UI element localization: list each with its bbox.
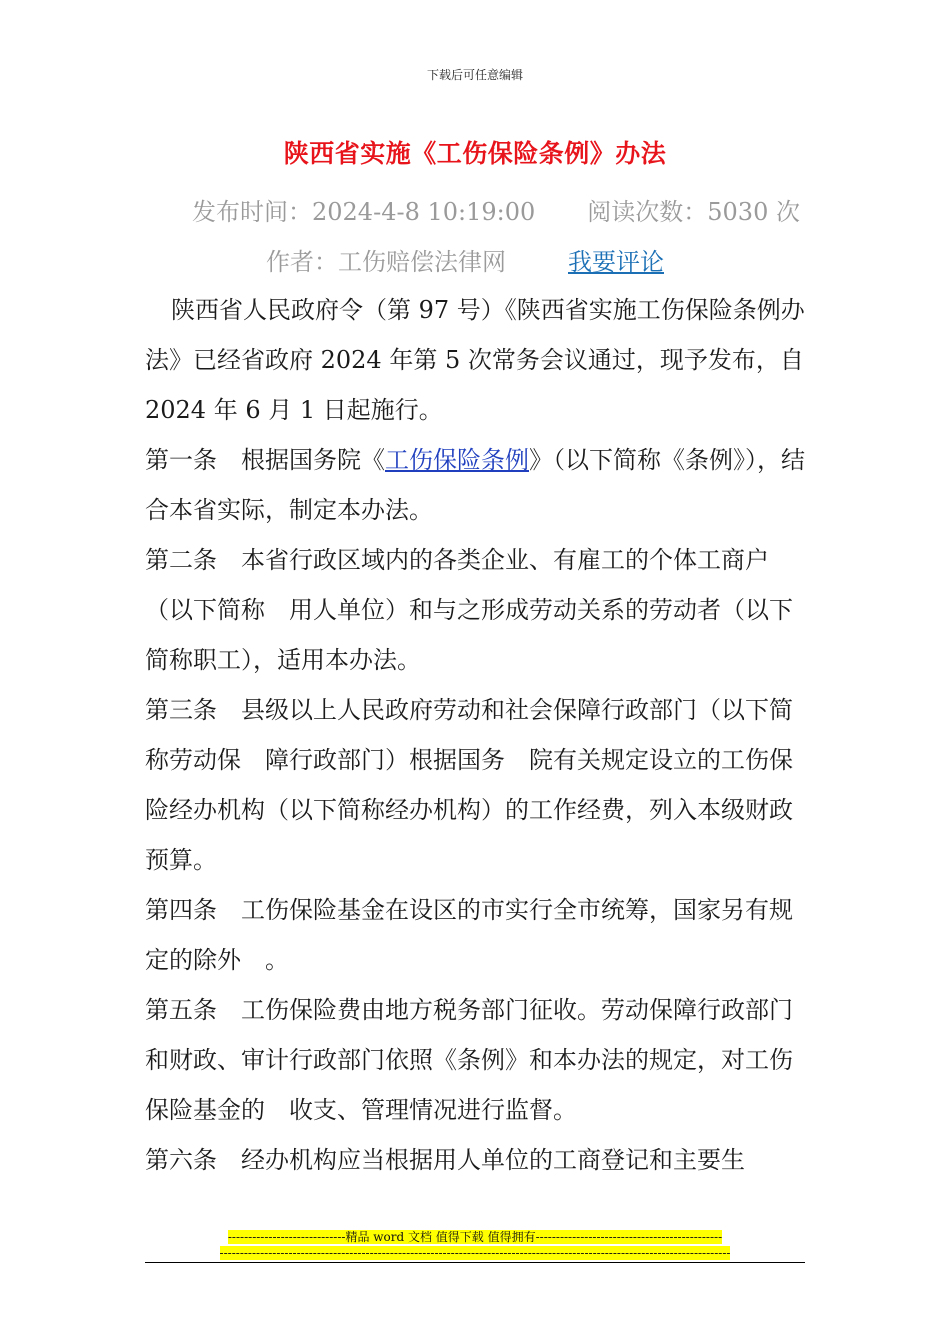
comment-link[interactable]: 我要评论 — [568, 248, 664, 276]
intro-paragraph: 陕西省人民政府令（第 97 号）《陕西省实施工伤保险条例办法》已经省政府 2024 年第 5 次常务会议通过，现予发布，自 2024 年 6 月 1 日起施行。 — [145, 296, 805, 424]
document-title: 陕西省实施《工伤保险条例》办法 — [283, 139, 667, 168]
document-body — [145, 285, 810, 1185]
publish-time-value: 2024-4-8 10:19:00 — [312, 198, 536, 226]
author-label: 作者： — [266, 248, 338, 276]
views-count: 5030 次 — [707, 198, 800, 226]
article-1-text-before: 第一条 根据国务院《 — [145, 446, 385, 474]
publish-meta-line — [192, 192, 800, 227]
article-1-text-after: 》（以下简称《条例》），结合本省实际，制定本办法。 — [145, 446, 805, 524]
page-header-note: 下载后可任意编辑 — [426, 68, 523, 82]
views-label: 阅读次数： — [587, 198, 708, 226]
footer-divider — [145, 1262, 805, 1263]
footer-banner-line-1: -----------------------------精品 word 文档 值得下载 值得拥有---------------------------------------------- — [227, 1230, 723, 1244]
footer-banner-line-2: ------------------------------------------------------------------------------------------------------------------------------ — [219, 1246, 731, 1260]
article-6: 第六条 经办机构应当根据用人单位的工商登记和主要生 — [145, 1146, 745, 1174]
publish-time-label: 发布时间： — [192, 198, 312, 226]
author-name: 工伤赔偿法律网 — [338, 248, 506, 276]
article-1 — [145, 435, 810, 535]
footer-banner — [0, 1229, 950, 1261]
article-3: 第三条 县级以上人民政府劳动和社会保障行政部门（以下简称劳动保 障行政部门）根据国务 院有关规定设立的工伤保险经办机构（以下简称经办机构）的工作经费，列入本级财政预算。 — [145, 696, 793, 874]
article-4: 第四条 工伤保险基金在设区的市实行全市统筹，国家另有规定的除外 。 — [145, 896, 793, 974]
article-5: 第五条 工伤保险费由地方税务部门征收。劳动保障行政部门和财政、审计行政部门依照《条例》和本办法的规定，对工伤保险基金的 收支、管理情况进行监督。 — [145, 996, 793, 1124]
author-meta-line — [266, 242, 664, 277]
regulation-link[interactable]: 工伤保险条例 — [385, 446, 529, 474]
article-2: 第二条 本省行政区域内的各类企业、有雇工的个体工商户（以下简称 用人单位）和与之形成劳动关系的劳动者（以下简称职工），适用本办法。 — [145, 546, 793, 674]
